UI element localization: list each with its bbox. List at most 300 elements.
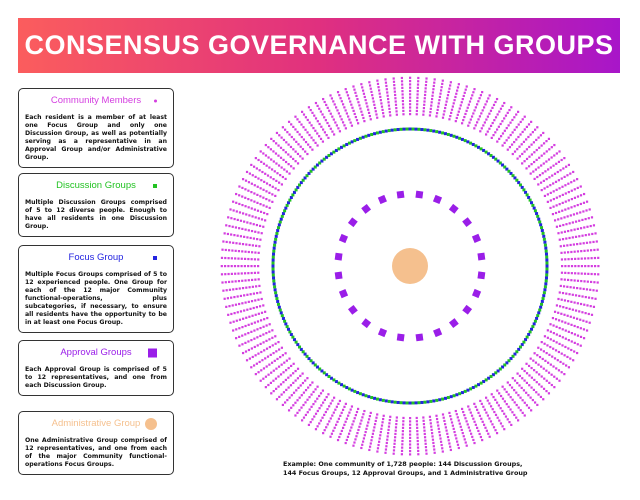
member-dot xyxy=(557,171,559,173)
member-dot xyxy=(328,110,330,112)
member-dot xyxy=(461,101,463,103)
member-dot xyxy=(247,258,249,260)
member-dot xyxy=(467,125,469,127)
member-dot xyxy=(511,144,513,146)
member-dot xyxy=(288,367,290,369)
member-dot xyxy=(416,433,418,435)
discussion-group-mark xyxy=(281,215,284,218)
member-dot xyxy=(330,113,332,115)
member-dot xyxy=(257,159,259,161)
approval-group-mark xyxy=(449,204,459,214)
member-dot xyxy=(574,301,576,303)
member-dot xyxy=(576,243,578,245)
member-dot xyxy=(327,423,329,425)
member-dot xyxy=(409,110,411,112)
member-dot xyxy=(361,444,363,446)
member-dot xyxy=(259,361,261,363)
member-dot xyxy=(437,106,439,108)
discussion-group-mark xyxy=(531,204,534,207)
member-dot xyxy=(394,91,396,93)
focus-group-mark xyxy=(444,132,447,135)
member-dot xyxy=(288,358,290,360)
legend-title-text: Approval Groups xyxy=(60,347,132,358)
member-dot xyxy=(409,80,411,82)
member-dot xyxy=(521,153,523,155)
member-dot xyxy=(280,373,282,375)
member-dot xyxy=(576,352,578,354)
member-dot xyxy=(226,241,228,243)
member-dot xyxy=(456,441,458,443)
member-dot xyxy=(305,141,307,143)
member-dot xyxy=(519,375,521,377)
member-dot xyxy=(574,197,576,199)
member-dot xyxy=(574,251,576,253)
member-dot xyxy=(285,389,287,391)
member-dot xyxy=(584,273,586,275)
member-dot xyxy=(501,120,503,122)
member-dot xyxy=(242,352,244,354)
member-dot xyxy=(320,111,322,113)
member-dot xyxy=(504,400,506,402)
member-dot xyxy=(461,429,463,431)
member-dot xyxy=(536,354,538,356)
member-dot xyxy=(395,430,397,432)
approval-group-mark xyxy=(378,195,387,204)
member-dot xyxy=(429,416,431,418)
member-dot xyxy=(577,272,579,274)
member-dot xyxy=(262,204,264,206)
member-dot xyxy=(229,208,231,210)
member-dot xyxy=(402,430,404,432)
member-dot xyxy=(548,354,550,356)
discussion-group-mark xyxy=(272,250,275,253)
member-dot xyxy=(251,251,253,253)
discussion-group-mark xyxy=(411,128,414,131)
member-dot xyxy=(366,425,368,427)
member-dot xyxy=(569,222,571,224)
member-dot xyxy=(247,198,249,200)
approval-group-mark xyxy=(477,271,485,279)
member-dot xyxy=(573,350,575,352)
member-dot xyxy=(331,399,333,401)
member-dot xyxy=(552,182,554,184)
member-dot xyxy=(565,237,567,239)
member-dot xyxy=(563,373,565,375)
member-dot xyxy=(387,101,389,103)
member-dot xyxy=(224,257,226,259)
member-dot xyxy=(387,98,389,100)
member-dot xyxy=(503,428,505,430)
member-dot xyxy=(238,227,240,229)
member-dot xyxy=(263,349,265,351)
member-dot xyxy=(243,309,245,311)
member-dot xyxy=(451,421,453,423)
member-dot xyxy=(594,298,596,300)
member-dot xyxy=(577,195,579,197)
member-dot xyxy=(540,182,542,184)
member-dot xyxy=(255,245,257,247)
member-dot xyxy=(280,147,282,149)
member-dot xyxy=(466,445,468,447)
member-dot xyxy=(506,139,508,141)
member-dot xyxy=(375,113,377,115)
member-dot xyxy=(583,226,585,228)
member-dot xyxy=(558,187,560,189)
member-dot xyxy=(481,91,483,93)
discussion-group-mark xyxy=(543,291,546,294)
focus-group-mark xyxy=(535,317,538,320)
member-dot xyxy=(569,358,571,360)
member-dot xyxy=(302,158,304,160)
member-dot xyxy=(567,300,569,302)
member-dot xyxy=(541,155,543,157)
member-dot xyxy=(275,162,277,164)
member-dot xyxy=(437,424,439,426)
member-dot xyxy=(258,217,260,219)
member-dot xyxy=(302,148,304,150)
member-dot xyxy=(587,265,589,267)
member-dot xyxy=(254,299,256,301)
member-dot xyxy=(416,97,418,99)
member-dot xyxy=(534,178,536,180)
member-dot xyxy=(316,132,318,134)
member-dot xyxy=(248,324,250,326)
member-dot xyxy=(487,433,489,435)
discussion-group-mark xyxy=(544,244,547,247)
member-dot xyxy=(563,216,565,218)
member-dot xyxy=(555,367,557,369)
member-dot xyxy=(482,421,484,423)
member-dot xyxy=(394,436,396,438)
member-dot xyxy=(435,115,437,117)
member-dot xyxy=(423,110,425,112)
member-dot xyxy=(290,146,292,148)
approval-group-mark xyxy=(415,191,423,199)
member-dot xyxy=(301,394,303,396)
member-dot xyxy=(451,109,453,111)
member-dot xyxy=(542,132,544,134)
member-dot xyxy=(510,396,512,398)
member-dot xyxy=(447,436,449,438)
member-dot xyxy=(401,80,403,82)
member-dot xyxy=(277,375,279,377)
member-dot xyxy=(559,335,561,337)
member-dot xyxy=(486,430,488,432)
focus-group-mark xyxy=(420,401,423,404)
member-dot xyxy=(540,348,542,350)
member-dot xyxy=(519,155,521,157)
member-dot xyxy=(250,199,252,201)
member-dot xyxy=(563,157,565,159)
member-dot xyxy=(314,400,316,402)
member-dot xyxy=(532,131,534,133)
member-dot xyxy=(367,421,369,423)
member-dot xyxy=(479,400,481,402)
member-dot xyxy=(290,365,292,367)
member-dot xyxy=(232,226,234,228)
member-dot xyxy=(562,328,564,330)
member-dot xyxy=(402,427,404,429)
member-dot xyxy=(538,147,540,149)
member-dot xyxy=(591,257,593,259)
member-dot xyxy=(337,403,339,405)
member-dot xyxy=(300,146,302,148)
discussion-group-mark xyxy=(542,297,545,300)
member-dot xyxy=(547,329,549,331)
discussion-group-mark xyxy=(453,394,456,397)
member-dot xyxy=(566,244,568,246)
member-dot xyxy=(385,445,387,447)
member-dot xyxy=(515,138,517,140)
member-dot xyxy=(370,118,372,120)
member-dot xyxy=(557,218,559,220)
focus-group-mark xyxy=(276,229,279,232)
member-dot xyxy=(568,237,570,239)
member-dot xyxy=(320,419,322,421)
member-dot xyxy=(315,428,317,430)
member-dot xyxy=(594,232,596,234)
focus-group-mark xyxy=(545,253,548,256)
member-dot xyxy=(457,444,459,446)
member-dot xyxy=(562,292,564,294)
member-dot xyxy=(299,155,301,157)
member-dot xyxy=(473,403,475,405)
member-dot xyxy=(442,80,444,82)
focus-group-mark xyxy=(379,131,382,134)
member-dot xyxy=(259,305,261,307)
member-dot xyxy=(530,163,532,165)
member-dot xyxy=(543,378,545,380)
focus-group-mark xyxy=(397,401,400,404)
member-dot xyxy=(253,293,255,295)
focus-group-mark xyxy=(367,395,370,398)
member-dot xyxy=(297,368,299,370)
member-dot xyxy=(244,272,246,274)
member-dot xyxy=(394,439,396,441)
member-dot xyxy=(241,326,243,328)
member-dot xyxy=(567,272,569,274)
member-dot xyxy=(341,100,343,102)
member-dot xyxy=(245,350,247,352)
member-dot xyxy=(327,393,329,395)
member-dot xyxy=(457,114,459,116)
member-dot xyxy=(577,280,579,282)
member-dot xyxy=(476,409,478,411)
member-dot xyxy=(510,106,512,108)
member-dot xyxy=(570,301,572,303)
member-dot xyxy=(516,372,518,374)
member-dot xyxy=(577,326,579,328)
member-dot xyxy=(281,137,283,139)
member-dot xyxy=(448,88,450,90)
member-dot xyxy=(462,411,464,413)
member-dot xyxy=(517,394,519,396)
member-dot xyxy=(516,148,518,150)
member-dot xyxy=(476,427,478,429)
member-dot xyxy=(591,216,593,218)
member-dot xyxy=(247,332,249,334)
member-dot xyxy=(272,352,274,354)
member-dot xyxy=(365,428,367,430)
member-dot xyxy=(416,437,418,439)
member-dot xyxy=(339,400,341,402)
member-dot xyxy=(530,409,532,411)
member-dot xyxy=(296,399,298,401)
member-dot xyxy=(526,126,528,128)
member-dot xyxy=(255,373,257,375)
member-dot xyxy=(521,387,523,389)
member-dot xyxy=(559,169,561,171)
member-dot xyxy=(248,214,250,216)
member-dot xyxy=(583,288,585,290)
member-dot xyxy=(227,297,229,299)
member-dot xyxy=(386,91,388,93)
member-dot xyxy=(271,201,273,203)
approval-group-mark xyxy=(477,253,485,261)
member-dot xyxy=(302,372,304,374)
member-dot xyxy=(238,345,240,347)
member-dot xyxy=(295,370,297,372)
focus-group-mark xyxy=(544,282,547,285)
member-dot xyxy=(401,443,403,445)
member-dot xyxy=(304,129,306,131)
member-dot xyxy=(409,90,411,92)
focus-group-mark xyxy=(287,201,290,204)
member-dot xyxy=(570,286,572,288)
discussion-group-mark xyxy=(370,396,373,399)
member-dot xyxy=(416,427,418,429)
discussion-group-mark xyxy=(480,382,483,385)
member-dot xyxy=(241,228,243,230)
member-dot xyxy=(591,314,593,316)
member-dot xyxy=(287,153,289,155)
member-dot xyxy=(482,109,484,111)
member-dot xyxy=(524,116,526,118)
member-dot xyxy=(416,110,418,112)
member-dot xyxy=(302,126,304,128)
member-dot xyxy=(230,313,232,315)
member-dot xyxy=(402,103,404,105)
discussion-group-mark xyxy=(348,142,351,145)
member-dot xyxy=(350,408,352,410)
focus-group-mark xyxy=(545,270,548,273)
member-dot xyxy=(573,243,575,245)
member-dot xyxy=(222,290,224,292)
member-dot xyxy=(449,115,451,117)
member-dot xyxy=(467,423,469,425)
member-dot xyxy=(264,219,266,221)
member-dot xyxy=(480,418,482,420)
focus-group-mark xyxy=(282,317,285,320)
discussion-group-mark xyxy=(441,131,444,134)
member-dot xyxy=(257,299,259,301)
member-dot xyxy=(552,206,554,208)
member-dot xyxy=(322,128,324,130)
member-dot xyxy=(352,420,354,422)
member-dot xyxy=(509,384,511,386)
member-dot xyxy=(265,332,267,334)
member-dot xyxy=(326,396,328,398)
member-dot xyxy=(448,439,450,441)
member-dot xyxy=(559,195,561,197)
member-dot xyxy=(388,108,390,110)
member-dot xyxy=(580,336,582,338)
member-dot xyxy=(525,138,527,140)
discussion-group-mark xyxy=(273,285,276,288)
member-dot xyxy=(574,229,576,231)
member-dot xyxy=(345,403,347,405)
member-dot xyxy=(409,77,411,79)
focus-group-mark xyxy=(527,333,530,336)
member-dot xyxy=(581,272,583,274)
member-dot xyxy=(288,386,290,388)
member-dot xyxy=(468,408,470,410)
member-dot xyxy=(425,87,427,89)
member-dot xyxy=(248,286,250,288)
member-dot xyxy=(352,445,354,447)
member-dot xyxy=(402,423,404,425)
member-dot xyxy=(441,83,443,85)
member-dot xyxy=(581,219,583,221)
member-dot xyxy=(373,430,375,432)
member-dot xyxy=(450,81,452,83)
member-dot xyxy=(303,113,305,115)
member-dot xyxy=(293,138,295,140)
member-dot xyxy=(441,444,443,446)
discussion-group-mark xyxy=(275,297,278,300)
member-dot xyxy=(555,212,557,214)
member-dot xyxy=(393,87,395,89)
member-dot xyxy=(401,83,403,85)
member-dot xyxy=(547,337,549,339)
discussion-group-mark xyxy=(526,193,529,196)
member-dot xyxy=(568,293,570,295)
member-dot xyxy=(318,135,320,137)
member-dot xyxy=(266,317,268,319)
member-dot xyxy=(493,119,495,121)
member-dot xyxy=(494,131,496,133)
member-dot xyxy=(468,122,470,124)
discussion-group-mark xyxy=(458,392,461,395)
member-dot xyxy=(241,250,243,252)
member-dot xyxy=(561,231,563,233)
member-dot xyxy=(446,433,448,435)
member-dot xyxy=(579,287,581,289)
member-dot xyxy=(450,418,452,420)
member-dot xyxy=(512,153,514,155)
focus-group-mark xyxy=(280,311,283,314)
member-dot xyxy=(570,181,572,183)
member-dot xyxy=(244,333,246,335)
member-dot xyxy=(300,384,302,386)
member-dot xyxy=(285,379,287,381)
member-dot xyxy=(409,420,411,422)
member-dot xyxy=(440,441,442,443)
member-dot xyxy=(502,386,504,388)
member-dot xyxy=(492,134,494,136)
member-dot xyxy=(356,98,358,100)
member-dot xyxy=(224,298,226,300)
member-dot xyxy=(394,94,396,96)
member-dot xyxy=(470,118,472,120)
member-dot xyxy=(244,265,246,267)
member-dot xyxy=(509,146,511,148)
member-dot xyxy=(436,112,438,114)
member-dot xyxy=(517,136,519,138)
member-dot xyxy=(237,295,239,297)
member-dot xyxy=(425,449,427,451)
member-dot xyxy=(381,424,383,426)
